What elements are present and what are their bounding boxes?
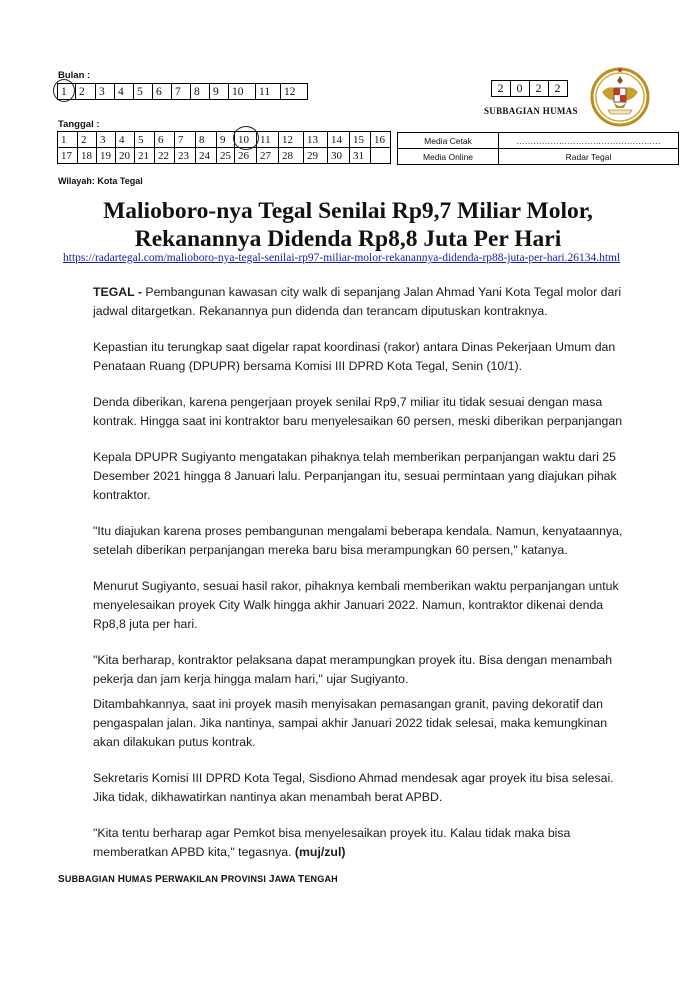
date-cell: 28 — [279, 148, 304, 164]
dateline: TEGAL - — [93, 285, 142, 299]
media-online-label: Media Online — [398, 149, 499, 165]
month-grid — [57, 83, 308, 100]
date-cell: 21 — [135, 148, 155, 164]
paragraph: Ditambahkannya, saat ini proyek masih menyisakan pemasangan granit, paving dekoratif dan pengaspalan jalan. Jika nantinya, sampai akhir Januari 2022 tidak selesai, maka kemungkinan akan dilakukan putus kontrak. — [93, 697, 608, 749]
date-cell: 18 — [78, 148, 97, 164]
date-grid — [57, 131, 391, 164]
paragraph: Sekretaris Komisi III DPRD Kota Tegal, Sisdiono Ahmad mendesak agar proyek itu bisa selesai. Jika tidak, dikhawatirkan nantinya akan menambah berat APBD. — [93, 771, 614, 804]
paragraph: Denda diberikan, karena pengerjaan proyek senilai Rp9,7 miliar itu tidak sesuai dengan masa kontrak. Hingga saat ini kontraktor baru menyelesaikan 60 persen, meski diberikan perpanjangan — [93, 395, 623, 428]
paragraph: Menurut Sugiyanto, sesuai hasil rakor, pihaknya kembali memberikan waktu perpanjangan untuk menyelesaikan proyek City Walk hingga akhir Januari 2022. Namun, kontraktor dikenai denda Rp8,8 juta per hari. — [93, 579, 619, 631]
title-line-1: Malioboro-nya Tegal Senilai Rp9,7 Miliar Molor, — [103, 198, 593, 224]
date-cell: 24 — [196, 148, 217, 164]
month-cell: 11 — [256, 84, 281, 100]
bulan-label: Bulan : — [58, 70, 91, 81]
year-digit: 2 — [492, 81, 511, 97]
article-body — [93, 283, 633, 862]
paragraph: "Itu diajukan karena proses pembangunan mengalami beberapa kendala. Namun, kenyataannya, setelah diberikan perpanjangan mereka baru bisa merampungkan 60 persen," katanya. — [93, 524, 623, 557]
date-cell: 9 — [217, 132, 235, 148]
month-cell: 8 — [191, 84, 210, 100]
signoff: (muj/zul) — [294, 845, 346, 859]
month-cell: 10 — [229, 84, 256, 100]
date-cell: 25 — [217, 148, 235, 164]
date-cell: 10 — [235, 132, 257, 148]
date-cell: 16 — [371, 132, 391, 148]
date-cell: 27 — [257, 148, 279, 164]
date-cell: 20 — [116, 148, 135, 164]
tanggal-label: Tanggal : — [58, 119, 100, 130]
date-cell: 7 — [175, 132, 196, 148]
date-cell: 4 — [116, 132, 135, 148]
garuda-emblem-icon — [590, 66, 650, 128]
date-cell: 11 — [257, 132, 279, 148]
paragraph: Kepastian itu terungkap saat digelar rapat koordinasi (rakor) antara Dinas Pekerjaan Umum dan Penataan Ruang (DPUPR) bersama Komisi III DPRD Kota Tegal, Senin (10/1). — [93, 340, 616, 373]
date-cell: 1 — [58, 132, 78, 148]
date-cell: 12 — [279, 132, 304, 148]
media-cetak-value: …………………………………………… — [499, 133, 679, 149]
subbagian-label: SUBBAGIAN HUMAS — [484, 106, 578, 116]
month-cell: 2 — [76, 84, 96, 100]
month-cell: 1 — [58, 84, 76, 100]
article-url-link[interactable]: https://radartegal.com/malioboro-nya-tegal-senilai-rp97-miliar-molor-rekanannya-didenda-rp88-juta-per-hari.26134.html — [63, 252, 621, 264]
year-digit: 2 — [530, 81, 549, 97]
date-cell: 13 — [304, 132, 328, 148]
date-cell — [371, 148, 391, 164]
date-cell: 6 — [155, 132, 175, 148]
article-title — [20, 197, 676, 253]
media-online-value: Radar Tegal — [499, 149, 679, 165]
media-cetak-label: Media Cetak — [398, 133, 499, 149]
date-cell: 14 — [328, 132, 350, 148]
date-cell: 5 — [135, 132, 155, 148]
wilayah-label: Wilayah: Kota Tegal — [58, 176, 143, 186]
month-cell: 5 — [134, 84, 153, 100]
month-cell: 12 — [281, 84, 308, 100]
date-cell: 3 — [97, 132, 116, 148]
date-cell: 30 — [328, 148, 350, 164]
month-cell: 4 — [115, 84, 134, 100]
date-cell: 22 — [155, 148, 175, 164]
year-box — [491, 80, 568, 97]
month-cell: 6 — [153, 84, 172, 100]
paragraph: "Kita berharap, kontraktor pelaksana dapat merampungkan proyek itu. Bisa dengan menambah pekerja dan jam kerja hingga malam hari," ujar Sugiyanto. — [93, 653, 613, 686]
paragraph: Kepala DPUPR Sugiyanto mengatakan pihaknya telah memberikan perpanjangan waktu dari 25 Desember 2021 hingga 8 Januari lalu. Perpanjangan itu, sesuai permintaan yang diajukan pihak kontraktor. — [93, 450, 617, 502]
paragraph: TEGAL - Pembangunan kawasan city walk di sepanjang Jalan Ahmad Yani Kota Tegal molor dari jadwal ditargetkan. Rekanannya pun didenda dan terancam diputuskan kontraknya. — [93, 285, 622, 318]
month-cell: 3 — [96, 84, 115, 100]
date-cell: 8 — [196, 132, 217, 148]
footer-office-name: SUBBAGIAN HUMAS PERWAKILAN PROVINSI JAWA TENGAH — [58, 874, 338, 885]
date-cell: 15 — [350, 132, 371, 148]
year-digit: 0 — [511, 81, 530, 97]
month-cell: 7 — [172, 84, 191, 100]
month-cell: 9 — [210, 84, 229, 100]
paragraph: "Kita tentu berharap agar Pemkot bisa menyelesaikan proyek itu. Kalau tidak maka bisa memberatkan APBD kita," tegasnya. (muj/zul) — [93, 826, 571, 859]
date-cell: 19 — [97, 148, 116, 164]
date-cell: 23 — [175, 148, 196, 164]
year-digit: 2 — [549, 81, 568, 97]
title-line-2: Rekanannya Didenda Rp8,8 Juta Per Hari — [134, 226, 562, 252]
date-cell: 31 — [350, 148, 371, 164]
date-cell: 2 — [78, 132, 97, 148]
media-table — [397, 132, 679, 165]
date-cell: 26 — [235, 148, 257, 164]
date-cell: 29 — [304, 148, 328, 164]
date-cell: 17 — [58, 148, 78, 164]
